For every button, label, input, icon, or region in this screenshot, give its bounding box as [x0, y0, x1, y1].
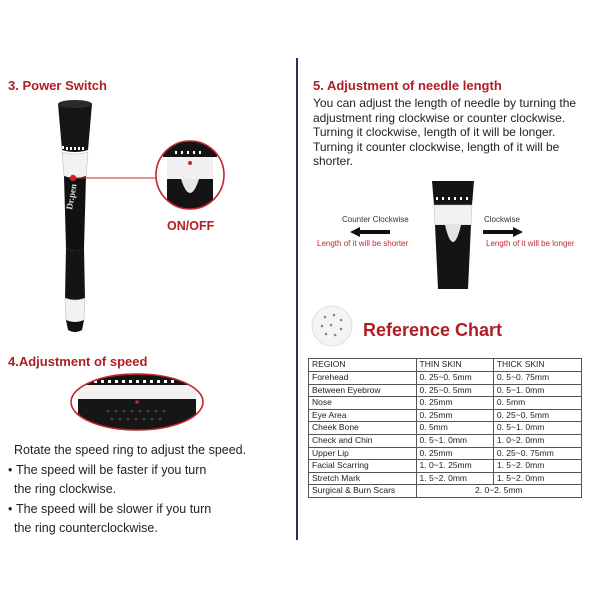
pen-illustration [40, 98, 110, 338]
header-thin-skin: THIN SKIN [416, 359, 493, 372]
table-row [309, 372, 582, 385]
region-cell: Cheek Bone [309, 422, 417, 435]
needle-heading: 5. Adjustment of needle length [313, 78, 502, 93]
clockwise-label: Clockwise [484, 215, 521, 224]
region-cell: Forehead [309, 372, 417, 385]
header-thick-skin: THICK SKIN [493, 359, 581, 372]
pen-brand-text: Dr.pen [64, 183, 79, 211]
thin-skin-cell: 0. 25mm [416, 397, 493, 410]
shorter-note: Length of it will be shorter [317, 239, 409, 248]
region-cell: Check and Chin [309, 434, 417, 447]
table-row [309, 384, 582, 397]
thin-skin-cell: 0. 25mm [416, 447, 493, 460]
thin-skin-cell: 0. 25mm [416, 409, 493, 422]
thick-skin-cell: 1. 0~2. 0mm [493, 434, 581, 447]
bullet-dot: • [8, 462, 13, 477]
speed-ring-callout [68, 371, 206, 433]
thick-skin-cell: 0. 5~0. 75mm [493, 372, 581, 385]
table-header-row [309, 359, 582, 372]
speed-bullet-2-line1: The speed will be slower if you turn [16, 501, 212, 516]
header-region: REGION [309, 359, 417, 372]
region-cell: Nose [309, 397, 417, 410]
table-row [309, 460, 582, 473]
table-row [309, 434, 582, 447]
thick-skin-cell: 0. 25~0. 75mm [493, 447, 581, 460]
power-callout-leader [73, 172, 163, 202]
on-off-label: ON/OFF [167, 219, 215, 233]
region-cell: Facial Scarring [309, 460, 417, 473]
table-row [309, 422, 582, 435]
speed-bullet-1-line2: the ring clockwise. [14, 482, 117, 496]
bullet-dot: • [8, 501, 13, 516]
thick-skin-cell: 0. 5mm [493, 397, 581, 410]
needle-paragraph: You can adjust the length of needle by turning the adjustment ring clockwise or counter clockwise. Turning it clockwise, length of it will be longer. Turning it counter clockwise, length of it will be shorter. [313, 96, 577, 168]
thick-skin-cell: 1. 5~2. 0mm [493, 460, 581, 473]
needle-adjust-illustration [428, 181, 478, 289]
thick-skin-cell: 0. 5~1. 0mm [493, 422, 581, 435]
power-switch-callout [153, 137, 227, 213]
thin-skin-cell: 0. 5mm [416, 422, 493, 435]
speed-intro: Rotate the speed ring to adjust the speed. [14, 443, 247, 457]
counter-clockwise-label: Counter Clockwise [342, 215, 409, 224]
dot-circle-icon [310, 304, 354, 348]
table-row [309, 485, 582, 498]
region-cell: Between Eyebrow [309, 384, 417, 397]
thin-skin-cell: 1. 5~2. 0mm [416, 472, 493, 485]
thin-skin-cell: 0. 25~0. 5mm [416, 372, 493, 385]
table-row [309, 472, 582, 485]
thin-skin-cell: 1. 0~1. 25mm [416, 460, 493, 473]
thin-skin-cell: 0. 5~1. 0mm [416, 434, 493, 447]
table-row [309, 409, 582, 422]
thick-skin-cell: 1. 5~2. 0mm [493, 472, 581, 485]
longer-note: Length of it will be longer [486, 239, 575, 248]
thick-skin-cell: 0. 5~1. 0mm [493, 384, 581, 397]
power-switch-heading: 3. Power Switch [8, 78, 107, 93]
column-divider [296, 58, 298, 540]
arrow-right-icon [483, 227, 523, 237]
region-cell: Eye Area [309, 409, 417, 422]
table-row [309, 397, 582, 410]
region-cell: Upper Lip [309, 447, 417, 460]
thin-skin-cell: 0. 25~0. 5mm [416, 384, 493, 397]
region-cell: Surgical & Burn Scars [309, 485, 417, 498]
speed-bullet-1-line1: The speed will be faster if you turn [16, 462, 207, 477]
region-cell: Stretch Mark [309, 472, 417, 485]
reference-table [308, 358, 582, 498]
thick-skin-cell: 0. 25~0. 5mm [493, 409, 581, 422]
table-row [309, 447, 582, 460]
speed-bullet-2-line2: the ring counterclockwise. [14, 521, 158, 535]
combined-depth-cell: 2. 0~2. 5mm [416, 485, 582, 498]
speed-heading: 4.Adjustment of speed [8, 354, 148, 369]
reference-chart-title: Reference Chart [363, 320, 503, 340]
speed-instructions [8, 441, 293, 539]
arrow-left-icon [350, 227, 390, 237]
